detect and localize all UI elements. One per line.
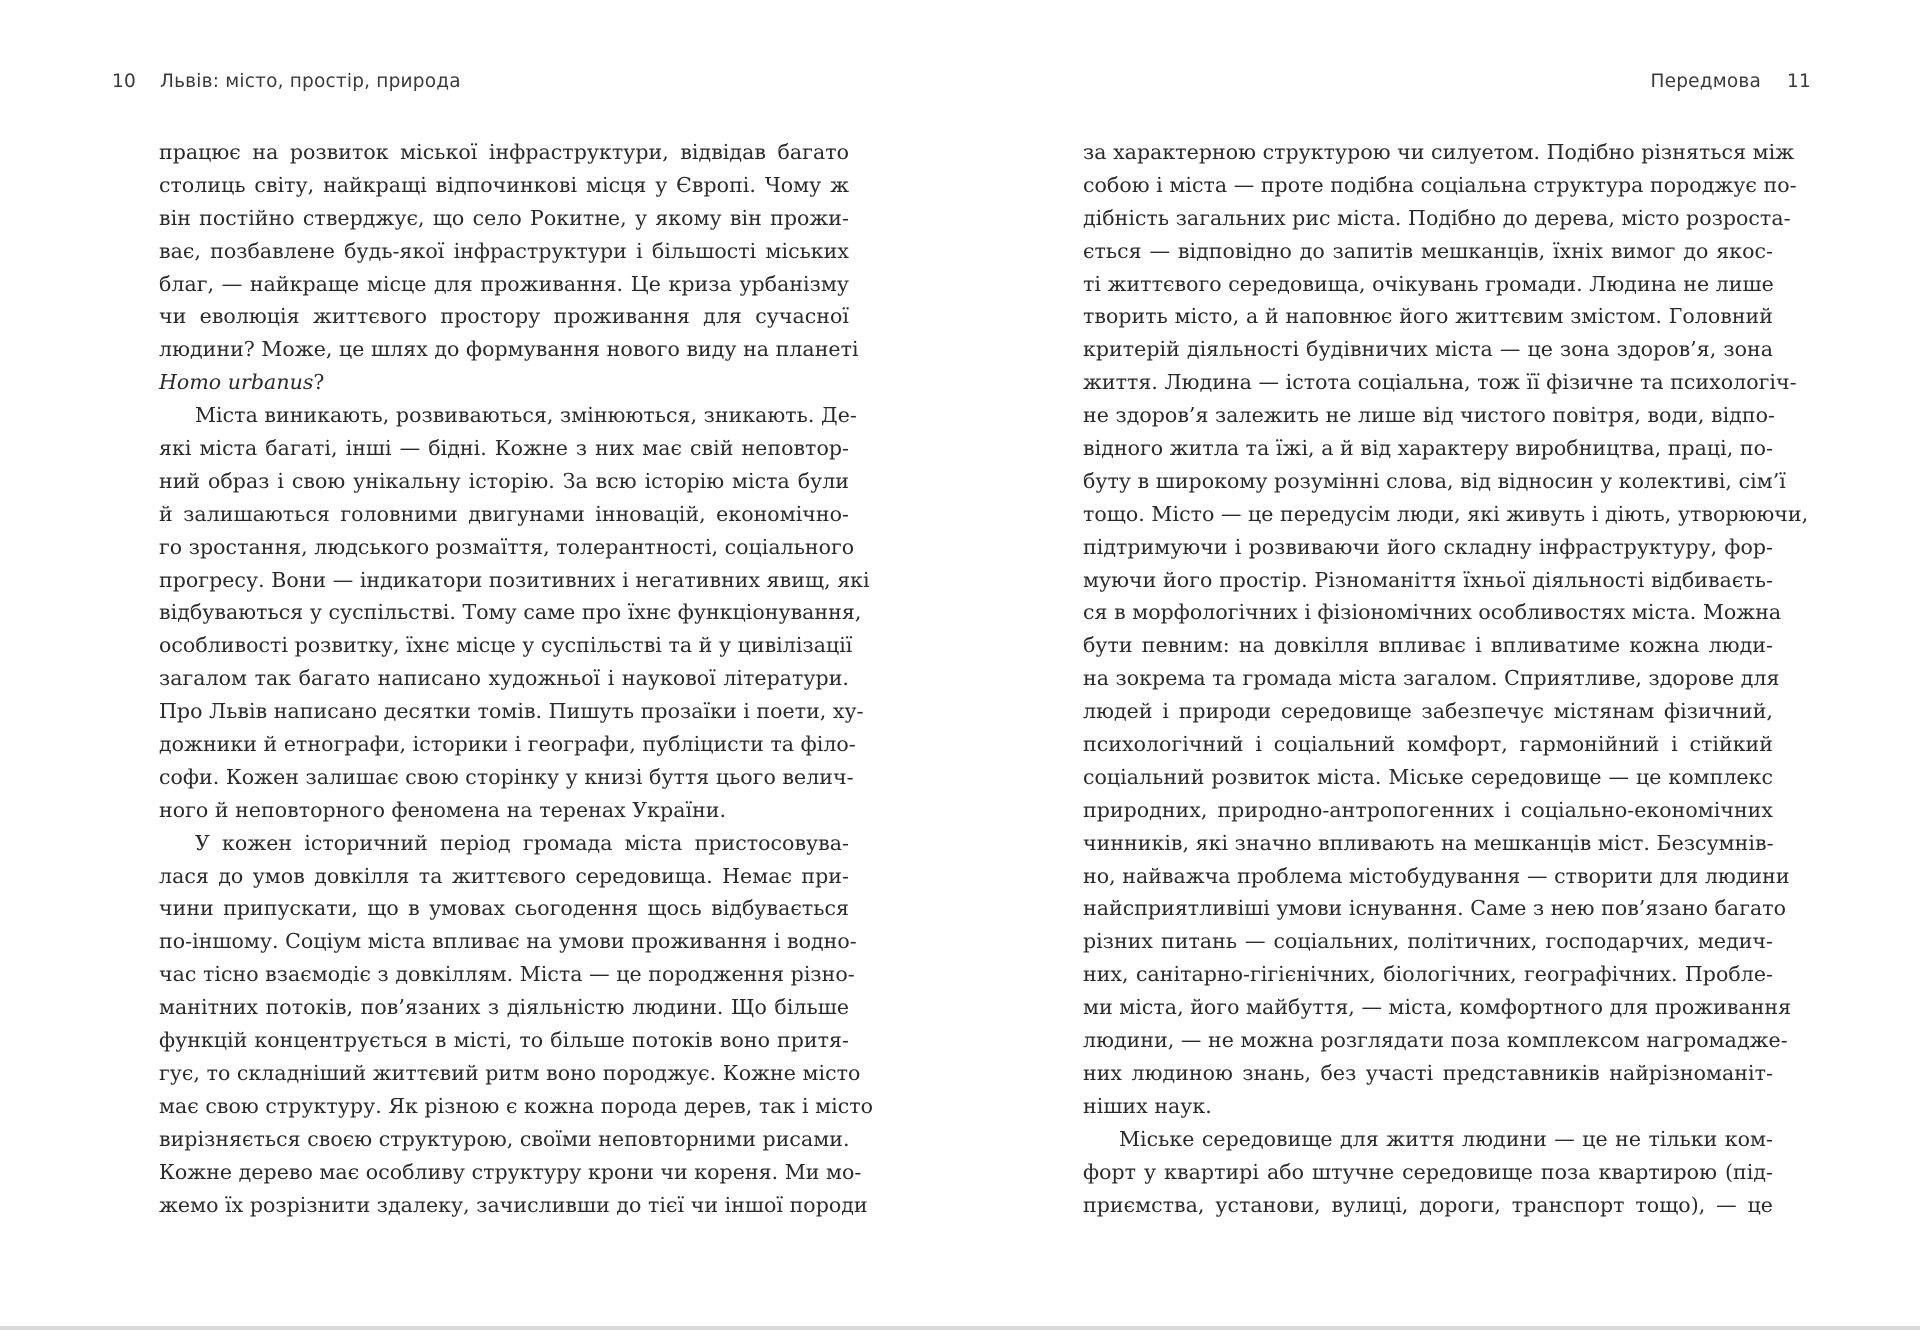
- text-line: на зокрема та громада міста загалом. Сприятливе, здорове для: [1083, 666, 1780, 691]
- text-line: прогресу. Вони — індикатори позитивних і негативних явищ, які: [159, 567, 870, 592]
- text-line: манітних потоків, пов’язаних з діяльністю людини. Що більше: [159, 995, 849, 1020]
- text-line: буту в широкому розумінні слова, від відносин у колективі, сім’ї: [1083, 468, 1786, 493]
- right-running-title: Передмова: [1650, 71, 1762, 92]
- text-line: приємства, установи, вулиці, дороги, транспорт тощо), — це: [1083, 1192, 1773, 1217]
- text-line: відного житла та їжі, а й від характеру виробництва, праці, по-: [1083, 436, 1773, 461]
- text-line: но, найважча проблема містобудування — створити для людини: [1083, 863, 1790, 888]
- text-line: особливості розвитку, їхнє місце у суспільстві та й у цивілізації: [159, 633, 853, 658]
- text-line: людей і природи середовище забезпечує містянам фізичний,: [1083, 699, 1773, 724]
- text-line: благ, — найкраще місце для проживання. Це криза урбанізму: [159, 271, 849, 296]
- text-line: столиць світу, найкращі відпочинкові місця у Європі. Чому ж: [159, 172, 849, 197]
- text-line: чини припускати, що в умовах сьогодення щось відбувається: [159, 896, 849, 921]
- text-line: дібність загальних рис міста. Подібно до дерева, місто розроста-: [1083, 205, 1791, 230]
- text-line-homo-urbanus: Homo urbanus?: [159, 370, 325, 395]
- bottom-edge-divider: [0, 1326, 1920, 1330]
- text-line: за характерною структурою чи силуетом. Подібно різняться між: [1083, 140, 1795, 164]
- italic-term: Homo urbanus: [159, 370, 314, 395]
- text-line: підтримуючи і розвиваючи його складну інфраструктуру, фор-: [1083, 534, 1773, 559]
- text-line: Міське середовище для життя людини — це не тільки ком-: [1119, 1126, 1773, 1151]
- text-line: лася до умов довкілля та життєвого середовища. Немає при-: [159, 863, 849, 888]
- text-line: життя. Людина — істота соціальна, тож її фізичне та психологіч-: [1083, 370, 1797, 395]
- text-line: ті життєвого середовища, очікувань громади. Людина не лише: [1083, 271, 1774, 296]
- text-line: Кожне дерево має особливу структуру крони чи кореня. Ми мо-: [159, 1159, 862, 1184]
- text-line: критерій діяльності будівничих міста — це зона здоров’я, зона: [1083, 337, 1773, 362]
- text-line: творить місто, а й наповнює його життєвим змістом. Головний: [1083, 304, 1773, 329]
- text-line: жемо їх розрізнити здалеку, зачисливши до тієї чи іншої породи: [159, 1192, 868, 1217]
- text-line: ний образ і свою унікальну історію. За всю історію міста були: [159, 468, 849, 493]
- text-line: психологічний і соціальний комфорт, гармонійний і стійкий: [1083, 732, 1773, 757]
- text-line: які міста багаті, інші — бідні. Кожне з них має свій неповтор-: [159, 436, 849, 461]
- text-line: природних, природно-антропогенних і соціально-економічних: [1083, 797, 1773, 822]
- text-line: чи еволюція життєвого простору проживання для сучасної: [159, 304, 849, 329]
- text-line: ється — відповідно до запитів мешканців, їхніх вимог до якос-: [1083, 238, 1773, 263]
- text-line: він постійно стверджує, що село Рокитне, у якому він прожи-: [159, 205, 849, 230]
- right-page-number: 11: [1787, 71, 1811, 92]
- left-body-text: [159, 136, 874, 1221]
- text-line: не здоров’я залежить не лише від чистого повітря, води, відпо-: [1083, 403, 1775, 428]
- text-line: працює на розвиток міської інфраструктури, відвідав багато: [159, 140, 849, 164]
- text-line: У кожен історичний період громада міста пристосовува-: [195, 830, 849, 855]
- text-line: чинників, які значно впливають на мешканців міст. Безсумнів-: [1083, 830, 1774, 855]
- text-line: тощо. Місто — це передусім люди, які живуть і діють, утворюючи,: [1083, 501, 1809, 526]
- text-line: відбуваються у суспільстві. Тому саме про їхнє функціонування,: [159, 600, 862, 625]
- text-line: час тісно взаємодіє з довкіллям. Міста — це породження різно-: [159, 962, 855, 987]
- text-line: дожники й етнографи, історики і географи, публіцисти та філо-: [159, 732, 856, 757]
- text-line: загалом так багато написано художньої і наукової літератури.: [159, 666, 849, 691]
- text-line: гує, то складніший життєвий ритм воно породжує. Кожне місто: [159, 1060, 861, 1085]
- left-running-title: Львів: місто, простір, природа: [159, 71, 461, 92]
- text-line: Міста виникають, розвиваються, змінюються, зникають. Де-: [195, 403, 857, 428]
- text-line: ного й неповторного феномена на теренах України.: [159, 797, 727, 822]
- text-line: ми міста, його майбуття, — міста, комфортного для проживання: [1083, 995, 1792, 1020]
- text-line: форт у квартирі або штучне середовище поза квартирою (під-: [1083, 1159, 1773, 1184]
- text-line: вирізняється своєю структурою, своїми неповторними рисами.: [159, 1126, 850, 1151]
- text-line: різних питань — соціальних, політичних, господарчих, медич-: [1083, 929, 1773, 954]
- text-line: людини? Може, це шлях до формування нового виду на планеті: [159, 337, 859, 362]
- text-line: соціальний розвиток міста. Міське середовище — це комплекс: [1083, 764, 1773, 789]
- text-line: людини, — не можна розглядати поза комплексом нагромадже-: [1083, 1028, 1788, 1053]
- right-body-text: [1083, 136, 1809, 1221]
- text-line: ніших наук.: [1083, 1093, 1212, 1118]
- left-page-number: 10: [112, 71, 136, 92]
- text-line: софи. Кожен залишає свою сторінку у книзі буття цього велич-: [159, 764, 854, 789]
- text-line: має свою структуру. Як різною є кожна порода дерев, так і місто: [159, 1093, 874, 1118]
- left-running-head: [112, 71, 461, 92]
- text-line: по-іншому. Соціум міста впливає на умови проживання і водно-: [159, 929, 857, 954]
- right-page: [960, 0, 1920, 1330]
- right-running-head: [1651, 71, 1811, 92]
- text-line: собою і міста — проте подібна соціальна структура породжує по-: [1083, 172, 1797, 197]
- text-line: них людиною знань, без участі представників найрізноманіт-: [1083, 1060, 1773, 1085]
- text-line: них, санітарно-гігієнічних, біологічних, географічних. Пробле-: [1083, 962, 1773, 987]
- text-line: ває, позбавлене будь-якої інфраструктури і більшості міських: [159, 238, 849, 263]
- text-line: функцій концентрується в місті, то більше потоків воно притя-: [159, 1028, 849, 1053]
- text-line: Про Львів написано десятки томів. Пишуть прозаїки і поети, ху-: [159, 699, 864, 724]
- text-line: й залишаються головними двигунами інновацій, економічно-: [159, 501, 849, 526]
- text-line: го зростання, людського розмаїття, толерантності, соціального: [159, 534, 855, 559]
- text-line: бути певним: на довкілля впливає і впливатиме кожна люди-: [1083, 633, 1773, 658]
- text-line: найсприятливіші умови існування. Саме з нею пов’язано багато: [1083, 896, 1787, 921]
- text-line: ся в морфологічних і фізіономічних особливостях міста. Можна: [1083, 600, 1782, 625]
- text-line: муючи його простір. Різноманіття їхньої діяльності відбиваєть-: [1083, 567, 1773, 592]
